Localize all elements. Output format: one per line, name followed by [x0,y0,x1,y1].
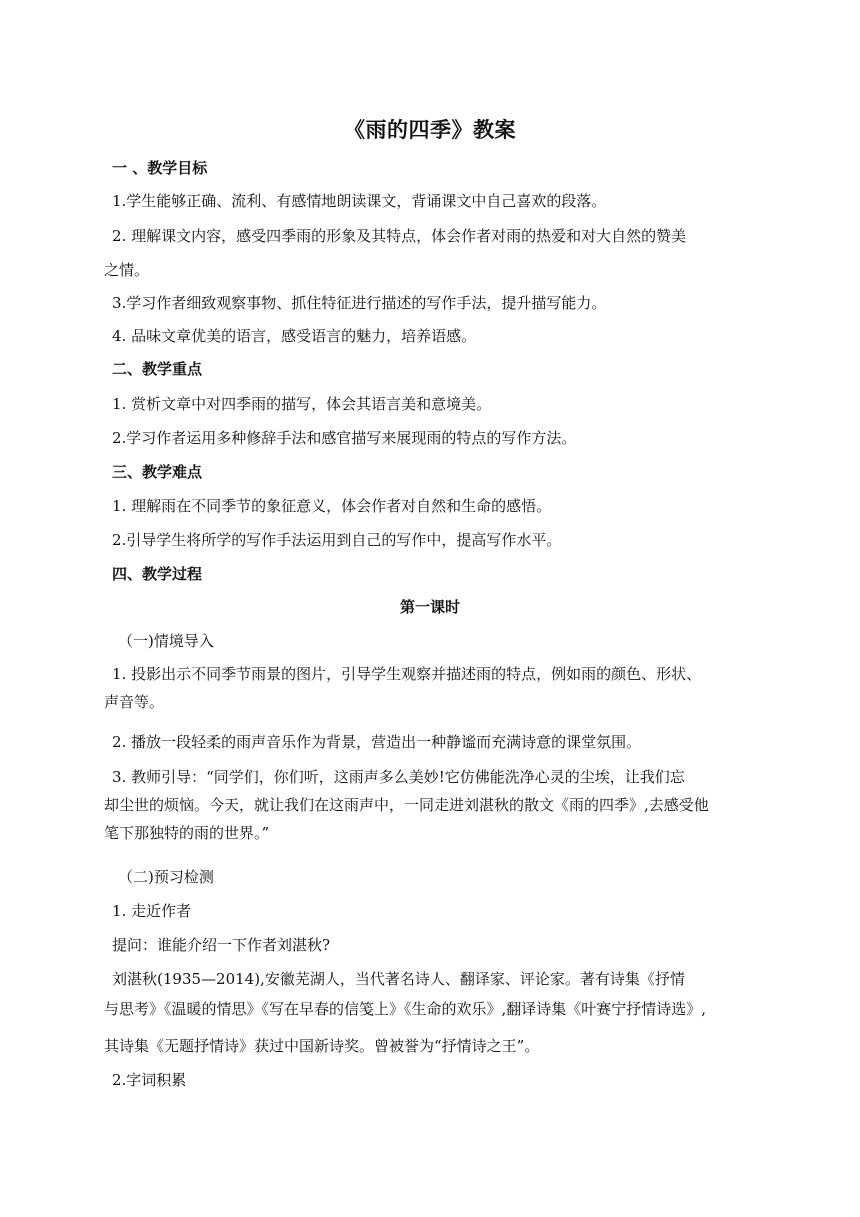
difficulty-2: 2.引导学生将所学的写作手法运用到自己的写作中，提高写作水平。 [112,531,562,549]
preview-item-1: 1. 走近作者 [112,902,192,920]
scenario-item-3-line3: 笔下那独特的雨的世界。” [104,824,270,842]
section-heading-process: 四、教学过程 [112,565,203,583]
goal-item-2: 2. 理解课文内容，感受四季雨的形象及其特点，体会作者对雨的热爱和对大自然的赞美 [112,227,687,245]
section-heading-teaching-goals: 一 、教学目标 [112,159,208,177]
lesson-heading: 第一课时 [399,598,460,616]
goal-item-3: 3.学习作者细致观察事物、抓住特征进行描述的写作手法，提升描写能力。 [112,294,607,312]
document-title: 《雨的四季》教案 [344,118,516,142]
goal-item-1: 1.学生能够正确、流利、有感情地朗读课文，背诵课文中自己喜欢的段落。 [112,192,607,210]
key-point-2: 2.学习作者运用多种修辞手法和感官描写来展现雨的特点的写作方法。 [112,429,577,447]
scenario-item-3-line2: 却尘世的烦恼。今天，就让我们在这雨声中，一同走进刘湛秋的散文《雨的四季》,去感受他 [104,796,709,814]
difficulty-1: 1. 理解雨在不同季节的象征意义，体会作者对自然和生命的感悟。 [112,497,552,515]
scenario-item-3: 3. 教师引导：“同学们，你们听，这雨声多么美妙!它仿佛能洗净心灵的尘埃，让我们忘 [112,768,685,786]
part-heading-preview: （二)预习检测 [118,868,214,886]
preview-question: 提问：谁能介绍一下作者刘湛秋? [112,936,331,954]
author-bio-line3: 其诗集《无题抒情诗》获过中国新诗奖。曾被誉为“抒情诗之王”。 [104,1037,540,1055]
key-point-1: 1. 赏析文章中对四季雨的描写，体会其语言美和意境美。 [112,395,492,413]
goal-item-4: 4. 品味文章优美的语言，感受语言的魅力，培养语感。 [112,327,477,345]
author-bio-line2: 与思考》《温暖的情思》《写在早春的信笺上》《生命的欢乐》,翻译诗集《叶赛宁抒情诗选》, [104,1000,707,1018]
scenario-item-1: 1. 投影出示不同季节雨景的图片，引导学生观察并描述雨的特点，例如雨的颜色、形状、 [112,665,702,683]
author-bio-line1: 刘湛秋(1935—2014),安徽芜湖人，当代著名诗人、翻译家、评论家。著有诗集《抒情 [112,970,685,988]
goal-item-2-continued: 之情。 [104,261,150,279]
scenario-item-2: 2. 播放一段轻柔的雨声音乐作为背景，营造出一种静谧而充满诗意的课堂氛围。 [112,733,642,751]
preview-item-2: 2.字词积累 [112,1071,187,1089]
section-heading-difficulties: 三、教学难点 [112,463,203,481]
scenario-item-1-continued: 声音等。 [104,693,165,711]
section-heading-key-points: 二、教学重点 [112,360,203,378]
part-heading-scenario: （一)情境导入 [118,632,214,650]
